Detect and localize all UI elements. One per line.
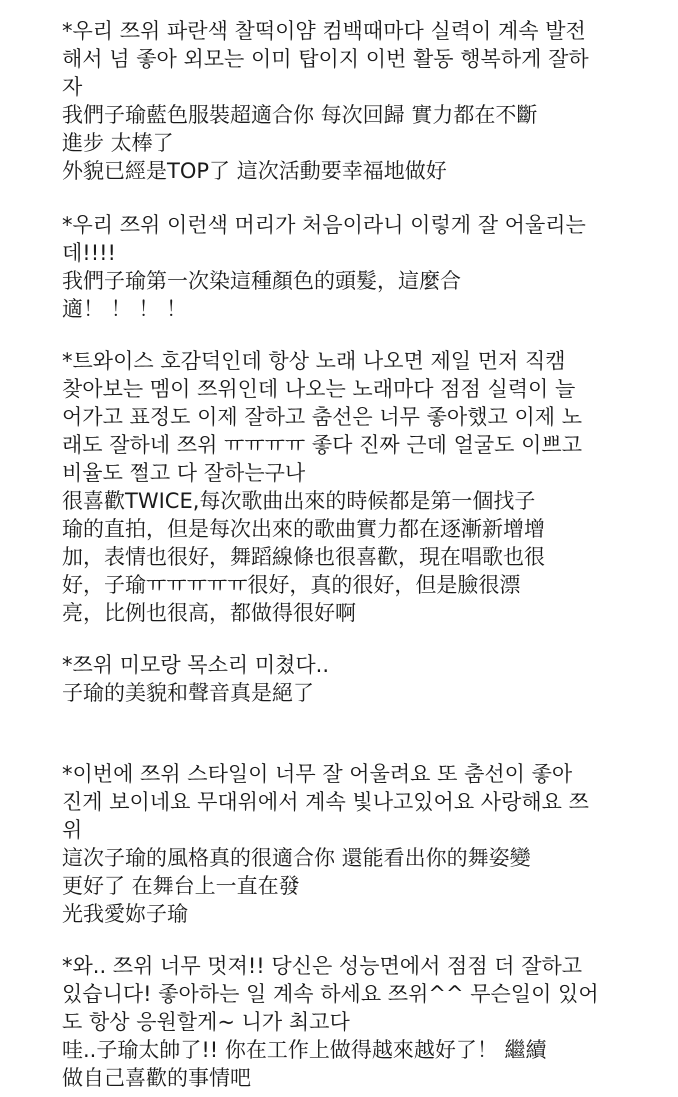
comment-line: 加，表情也很好，舞蹈線條也很喜歡，現在唱歌也很: [62, 545, 545, 569]
comment-line: *우리 쯔위 파란색 찰떡이얌 컴백때마다 실력이 계속 발전: [62, 19, 586, 43]
comment-line: 我們子瑜藍色服裝超適合你 每次回歸 實力都在不斷: [62, 103, 538, 127]
comment-line: 更好了 在舞台上一直在發: [62, 874, 300, 898]
comment-line: 찾아보는 멤이 쯔위인데 나오는 노래마다 점점 실력이 늘: [62, 377, 576, 401]
comment-line: 진게 보이네요 무대위에서 계속 빛나고있어요 사랑해요 쯔: [62, 790, 589, 814]
comment-line: 해서 넘 좋아 외모는 이미 탑이지 이번 활동 행복하게 잘하: [62, 47, 589, 71]
comment-line: 亮，比例也很高，都做得很好啊: [62, 601, 356, 625]
comment-line: 래도 잘하네 쯔위 ㅠㅠㅠㅠ 좋다 진짜 근데 얼굴도 이쁘고: [62, 433, 582, 457]
comment-line: 光我愛妳子瑜: [62, 902, 188, 926]
comment-line: 데!!!!: [62, 241, 116, 265]
comment-line: *와.. 쯔위 너무 멋져!! 당신은 성능면에서 점점 더 잘하고: [62, 954, 583, 978]
comment-line: 어가고 표정도 이제 잘하고 춤선은 너무 좋아했고 이제 노: [62, 405, 582, 429]
comment-line: 자: [62, 75, 83, 99]
comment-line: *이번에 쯔위 스타일이 너무 잘 어울려요 또 춤선이 좋아: [62, 762, 573, 786]
comment-line: 這次子瑜的風格真的很適合你 還能看出你的舞姿變: [62, 846, 531, 870]
comment-line: *쯔위 미모랑 목소리 미쳤다..: [62, 653, 330, 677]
comment-line: 있습니다! 좋아하는 일 계속 하세요 쯔위^^ 무슨일이 있어: [62, 982, 599, 1006]
comment-line: 子瑜的美貌和聲音真是絕了: [62, 681, 314, 705]
comment-line: 外貌已經是TOP了 這次活動要幸福地做好: [62, 159, 447, 183]
comment-line: 비율도 쩔고 다 잘하는구나: [62, 461, 306, 485]
comment-line: 進步 太棒了: [62, 131, 174, 155]
comment-line: *트와이스 호감덕인데 항상 노래 나오면 제일 먼저 직캠: [62, 349, 566, 373]
comment-line: 瑜的直拍，但是每次出來的歌曲實力都在逐漸新增增: [62, 517, 545, 541]
comment-line: 我們子瑜第一次染這種顏色的頭髮，這麼合: [62, 269, 461, 293]
comment-line: 很喜歡TWICE,每次歌曲出來的時候都是第一個找子: [62, 489, 536, 513]
comment-line: 好，子瑜ㅠㅠㅠㅠㅠ很好，真的很好，但是臉很漂: [62, 573, 521, 597]
comment-line: 위: [62, 818, 83, 842]
comment-line: 做自己喜歡的事情吧: [62, 1066, 251, 1090]
comment-line: 哇..子瑜太帥了!! 你在工作上做得越來越好了！ 繼續: [62, 1038, 547, 1062]
comment-line: 適！ ！ ！ ！: [62, 297, 188, 321]
comment-line: *우리 쯔위 이런색 머리가 처음이라니 이렇게 잘 어울리는: [62, 213, 586, 237]
comment-line: 도 항상 응원할게~ 니가 최고다: [62, 1010, 350, 1034]
